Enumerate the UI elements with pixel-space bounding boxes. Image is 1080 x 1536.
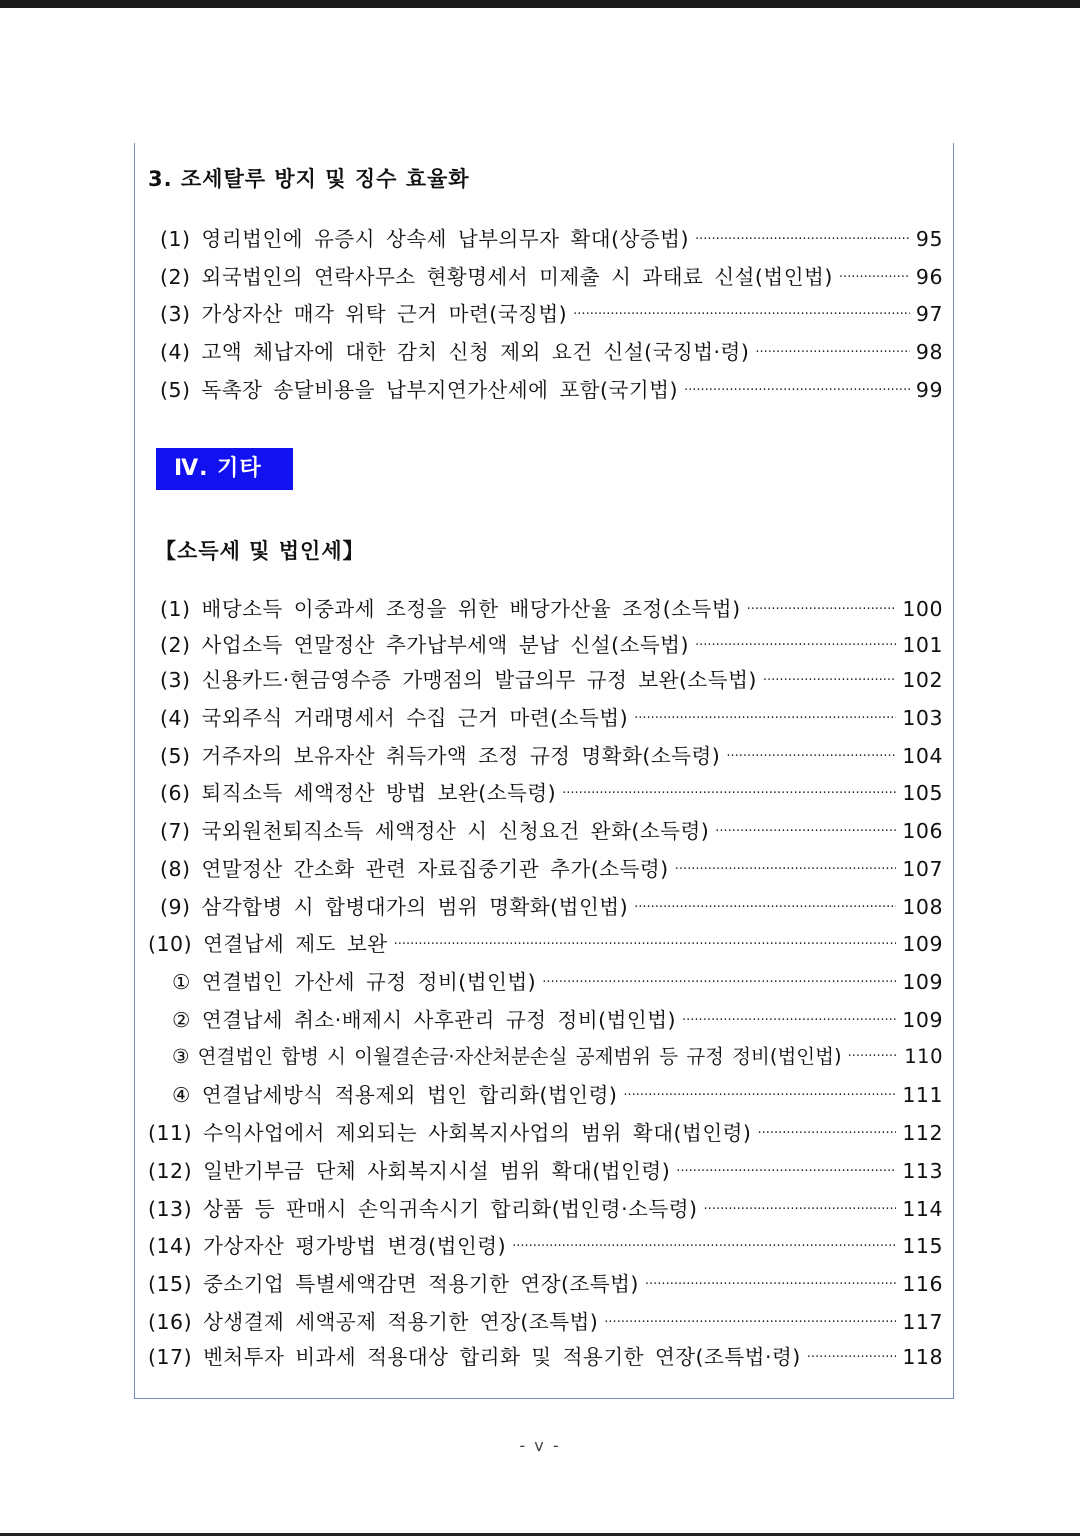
toc-entry[interactable]: [160, 778, 943, 808]
dot-leader: [634, 893, 896, 923]
toc-entry-label: (12) 일반기부금 단체 사회복지시설 범위 확대(법인령): [148, 1159, 671, 1183]
page-number: - v -: [519, 1436, 561, 1455]
toc-entry-page: 116: [902, 1272, 943, 1296]
toc-entry-label: (7) 국외원천퇴직소득 세액정산 시 신청요건 완화(소득령): [160, 819, 710, 843]
toc-entry[interactable]: [148, 1194, 943, 1224]
toc-entry[interactable]: [160, 665, 943, 695]
toc-entry[interactable]: [160, 594, 943, 624]
dot-leader: [704, 1195, 897, 1225]
toc-entry-label: (15) 중소기업 특별세액감면 적용기한 연장(조특법): [148, 1272, 639, 1296]
toc-entry-page: 117: [902, 1310, 943, 1334]
toc-entry-page: 98: [915, 340, 943, 364]
toc-entry[interactable]: [160, 892, 943, 922]
toc-entry-page: 95: [915, 227, 943, 251]
income-corporate-tax-subheading: 【소득세 및 법인세】: [155, 539, 365, 563]
dot-leader: [512, 1232, 896, 1262]
toc-entry[interactable]: [148, 929, 943, 959]
toc-entry-label: (13) 상품 등 판매시 손익귀속시기 합리화(법인령·소득령): [148, 1197, 698, 1221]
dot-leader: [763, 666, 896, 696]
toc-entry-label: (9) 삼각합병 시 합병대가의 범위 명확화(법인법): [160, 895, 629, 919]
dot-leader: [604, 1308, 896, 1338]
toc-entry-page: 118: [902, 1345, 943, 1369]
dot-leader: [675, 855, 897, 885]
toc-entry-page: 109: [902, 1008, 943, 1032]
toc-entry[interactable]: [160, 299, 943, 329]
toc-entry-label: (1) 영리법인에 유증시 상속세 납부의무자 확대(상증법): [160, 227, 689, 251]
toc-entry-page: 105: [902, 781, 943, 805]
toc-sub-entry[interactable]: [172, 967, 943, 997]
toc-entry-page: 112: [902, 1121, 943, 1145]
toc-sub-entry[interactable]: [172, 1080, 943, 1110]
toc-entry-label: ③ 연결법인 합병 시 이월결손금·자산처분손실 공제범위 등 규정 정비(법인법): [172, 1045, 842, 1068]
toc-entry[interactable]: [160, 375, 943, 405]
toc-entry-page: 99: [915, 378, 943, 402]
toc-entry-label: (3) 신용카드·현금영수증 가맹점의 발급의무 규정 보완(소득법): [160, 668, 757, 692]
dot-leader: [684, 376, 910, 406]
dot-leader: [839, 263, 910, 293]
toc-entry[interactable]: [148, 1307, 943, 1337]
toc-entry-page: 96: [915, 265, 943, 289]
toc-sub-entry[interactable]: [172, 1042, 943, 1072]
toc-entry-page: 109: [902, 970, 943, 994]
dot-leader: [645, 1270, 896, 1300]
dot-leader: [747, 595, 897, 625]
toc-entry-page: 107: [902, 857, 943, 881]
toc-sub-entry[interactable]: [172, 1005, 943, 1035]
toc-entry-label: ④ 연결납세방식 적용제외 법인 합리화(법인령): [172, 1083, 618, 1107]
toc-entry-label: (2) 외국법인의 연락사무소 현황명세서 미제출 시 과태료 신설(법인법): [160, 265, 833, 289]
dot-leader: [634, 704, 896, 734]
toc-entry-label: (5) 거주자의 보유자산 취득가액 조정 규정 명확화(소득령): [160, 744, 721, 768]
section-3-title: 3. 조세탈루 방지 및 징수 효율화: [148, 167, 470, 191]
dot-leader: [695, 631, 896, 661]
toc-entry-label: (11) 수익사업에서 제외되는 사회복지사업의 범위 확대(법인령): [148, 1121, 752, 1145]
dot-leader: [676, 1157, 896, 1187]
toc-entry[interactable]: [160, 703, 943, 733]
toc-entry-page: 114: [902, 1197, 943, 1221]
dot-leader: [807, 1343, 897, 1373]
toc-entry-label: (5) 독촉장 송달비용을 납부지연가산세에 포함(국기법): [160, 378, 678, 402]
dot-leader: [757, 1119, 896, 1149]
dot-leader: [623, 1081, 896, 1111]
dot-leader: [755, 338, 910, 368]
toc-entry-label: (8) 연말정산 간소화 관련 자료집중기관 추가(소득령): [160, 857, 669, 881]
toc-entry-label: (4) 국외주식 거래명세서 수집 근거 마련(소득법): [160, 706, 629, 730]
toc-entry[interactable]: [160, 262, 943, 292]
toc-entry-page: 103: [902, 706, 943, 730]
toc-entry-page: 115: [902, 1234, 943, 1258]
toc-entry[interactable]: [160, 741, 943, 771]
toc-entry-label: (17) 벤처투자 비과세 적용대상 합리화 및 적용기한 연장(조특법·령): [148, 1345, 801, 1369]
dot-leader: [726, 742, 896, 772]
toc-entry[interactable]: [160, 224, 943, 254]
toc-entry-label: ② 연결납세 취소·배제시 사후관리 규정 정비(법인법): [172, 1008, 677, 1032]
toc-entry[interactable]: [148, 1231, 943, 1261]
toc-entry-label: (2) 사업소득 연말정산 추가납부세액 분납 신설(소득법): [160, 633, 689, 657]
toc-entry-label: (6) 퇴직소득 세액정산 방법 보완(소득령): [160, 781, 557, 805]
toc-entry-label: ① 연결법인 가산세 규정 정비(법인법): [172, 970, 537, 994]
chapter-4-heading: Ⅳ. 기타: [156, 448, 293, 490]
toc-entry[interactable]: [148, 1269, 943, 1299]
dot-leader: [682, 1006, 896, 1036]
toc-entry[interactable]: [160, 854, 943, 884]
toc-entry-page: 113: [902, 1159, 943, 1183]
toc-entry-page: 106: [902, 819, 943, 843]
toc-entry[interactable]: [148, 1118, 943, 1148]
dot-leader: [542, 968, 896, 998]
toc-entry-page: 104: [902, 744, 943, 768]
toc-entry[interactable]: [148, 1156, 943, 1186]
toc-entry[interactable]: [160, 816, 943, 846]
top-edge-bar: [0, 0, 1080, 8]
toc-entry[interactable]: [148, 1342, 943, 1372]
toc-entry-page: 108: [902, 895, 943, 919]
toc-entry-page: 101: [902, 633, 943, 657]
toc-entry-label: (1) 배당소득 이중과세 조정을 위한 배당가산율 조정(소득법): [160, 597, 741, 621]
toc-entry-label: (10) 연결납세 제도 보완: [148, 932, 388, 956]
toc-entry-page: 102: [902, 668, 943, 692]
toc-entry-label: (14) 가상자산 평가방법 변경(법인령): [148, 1234, 507, 1258]
dot-leader: [573, 300, 910, 330]
toc-entry-label: (16) 상생결제 세액공제 적용기한 연장(조특법): [148, 1310, 599, 1334]
dot-leader: [715, 817, 896, 847]
toc-entry-page: 97: [915, 302, 943, 326]
toc-entry-page: 109: [902, 932, 943, 956]
toc-entry[interactable]: [160, 337, 943, 367]
dot-leader: [394, 930, 897, 960]
dot-leader: [562, 779, 896, 809]
toc-entry-page: 111: [902, 1083, 943, 1107]
toc-entry-page: 110: [904, 1045, 943, 1068]
toc-entry-label: (4) 고액 체납자에 대한 감치 신청 제외 요건 신설(국징법·령): [160, 340, 750, 364]
toc-entry-label: (3) 가상자산 매각 위탁 근거 마련(국징법): [160, 302, 568, 326]
dot-leader: [695, 225, 910, 255]
dot-leader: [848, 1042, 899, 1072]
toc-entry-page: 100: [902, 597, 943, 621]
toc-entry[interactable]: [160, 630, 943, 660]
